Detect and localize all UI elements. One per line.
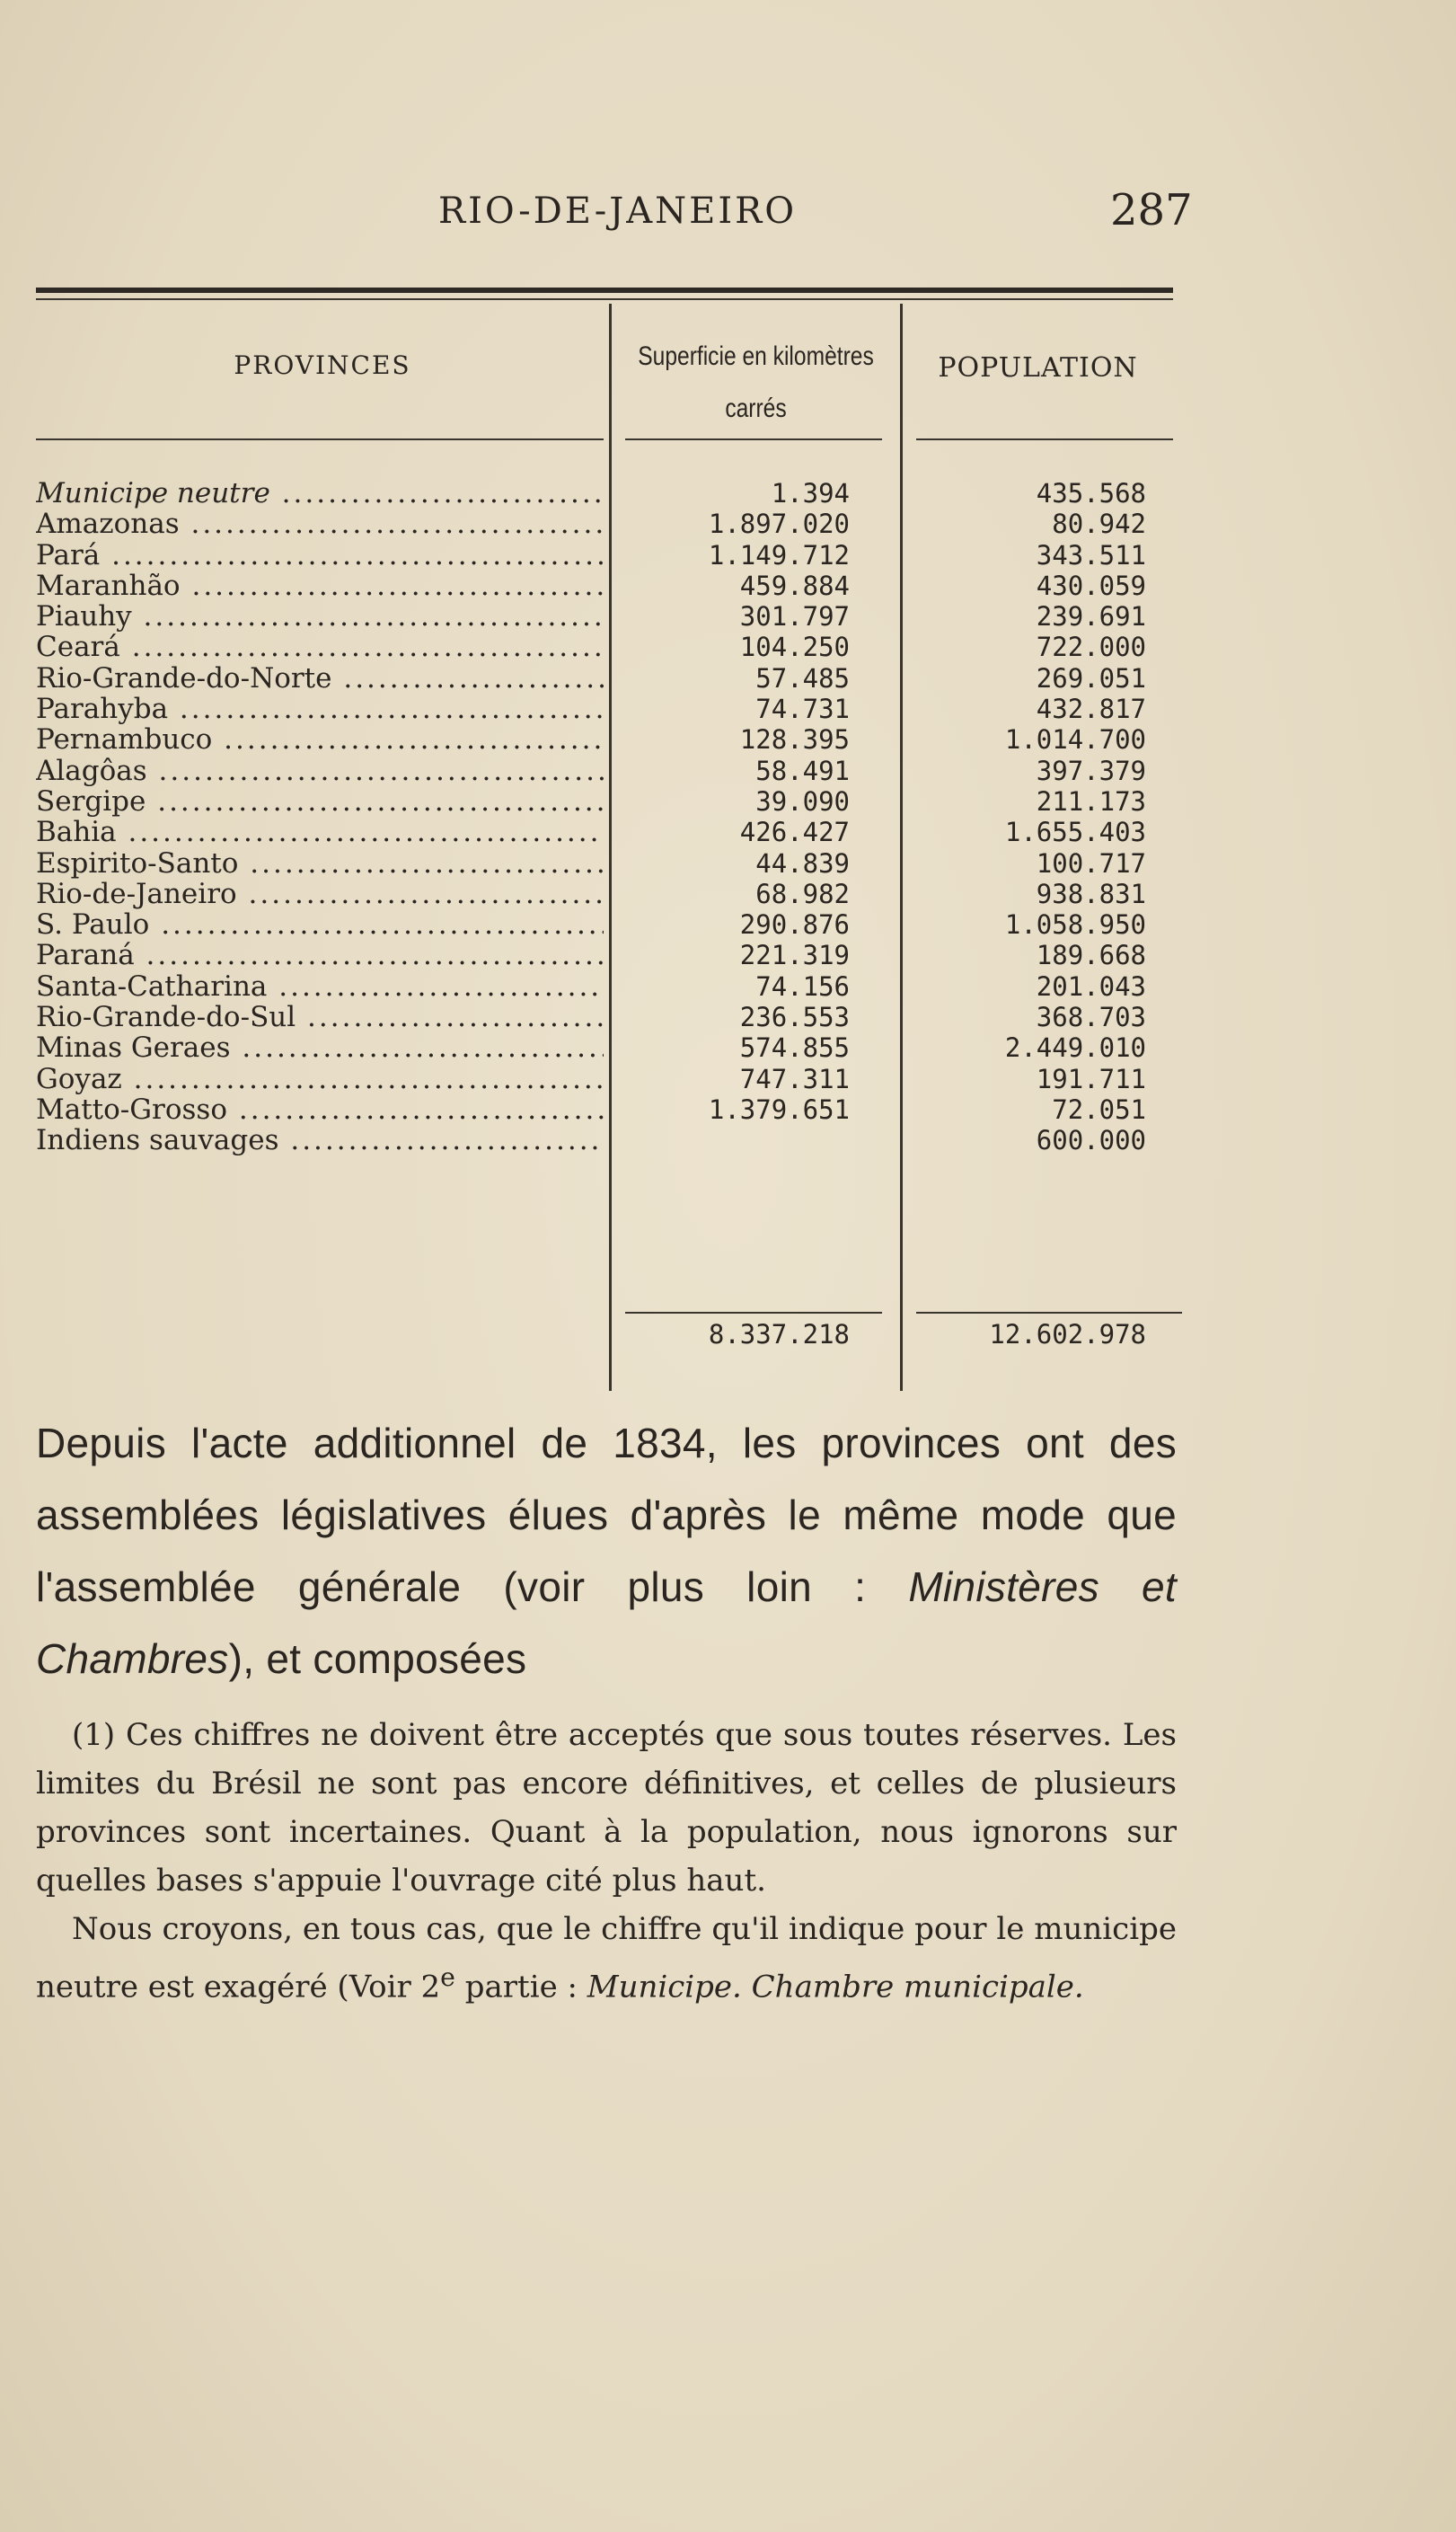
province-area: 747.311: [739, 1063, 850, 1094]
province-population: 1.655.403: [1004, 817, 1146, 848]
column-header-area: [638, 331, 874, 435]
province-name-text: Piauhy: [36, 601, 132, 633]
body-text-italic: Ministères et Chambres: [36, 1563, 1177, 1682]
province-name-text: Rio-Grande-do-Norte: [36, 662, 332, 694]
column-header-area-line2: carrés: [725, 394, 787, 423]
province-population: 100.717: [1036, 847, 1146, 879]
province-name-text: Ceará: [36, 632, 120, 663]
table-row: [0, 1064, 1456, 1094]
province-name: [36, 940, 604, 970]
table-row: [0, 478, 1456, 509]
province-area: 1.379.651: [708, 1093, 850, 1125]
province-name: [36, 694, 604, 724]
province-name-text: Amazonas: [36, 509, 180, 540]
province-area: 290.876: [739, 909, 850, 941]
table-row: [0, 848, 1456, 879]
footnote-text-a: Nous croyons, en tous cas, que le chiffre qu'il indique pour le municipe neutre est exagéré (Voir 2: [36, 1911, 1177, 2005]
province-area: 74.156: [755, 970, 850, 1002]
footnote-paragraph-2: [36, 1905, 1177, 2011]
table-row: [0, 540, 1456, 571]
province-population: 397.379: [1036, 755, 1146, 786]
table-row: [0, 971, 1456, 1002]
sum-rule: [916, 1312, 1182, 1314]
province-population: 239.691: [1036, 601, 1146, 633]
table-row: [0, 724, 1456, 755]
table-row: [0, 1002, 1456, 1032]
province-population: 211.173: [1036, 785, 1146, 817]
province-area: 574.855: [739, 1032, 850, 1064]
province-population: 201.043: [1036, 970, 1146, 1002]
total-population: 12.602.978: [989, 1319, 1146, 1350]
footnote-text-italic: Municipe. Chambre municipale.: [587, 1969, 1084, 2005]
header-rule: [625, 438, 882, 440]
province-population: 191.711: [1036, 1063, 1146, 1094]
province-area: 1.897.020: [708, 509, 850, 540]
province-name-text: Matto-Grosso: [36, 1093, 228, 1125]
province-population: 343.511: [1036, 539, 1146, 571]
column-header-area-line1: Superficie en kilomètres: [638, 341, 874, 371]
table-row: [0, 663, 1456, 694]
table-row: [0, 756, 1456, 786]
province-name: [36, 1032, 604, 1063]
province-population: 189.668: [1036, 940, 1146, 971]
footnote: [36, 1711, 1177, 2011]
province-area: 44.839: [755, 847, 850, 879]
body-text-a: Depuis l'acte additionnel de 1834, les provinces ont des assemblées législatives élues d'après le même mode que l'assemblée générale (voir plus loin :: [36, 1420, 1177, 1610]
total-area: 8.337.218: [708, 1319, 850, 1350]
province-name: [36, 817, 604, 847]
table-top-rule: [36, 288, 1173, 293]
province-name: [36, 478, 604, 509]
province-area: 236.553: [739, 1002, 850, 1033]
province-area: 221.319: [739, 940, 850, 971]
province-name-text: Santa-Catharina: [36, 970, 268, 1002]
province-table-body: [0, 478, 1456, 1156]
province-area: 1.394: [771, 478, 850, 509]
footnote-text-b: partie :: [454, 1969, 587, 2005]
table-row: [0, 879, 1456, 909]
province-population: 80.942: [1052, 509, 1146, 540]
province-area: 1.149.712: [708, 539, 850, 571]
province-name-text: Indiens sauvages: [36, 1125, 279, 1156]
table-row: [0, 1094, 1456, 1125]
province-name: [36, 909, 604, 940]
sum-rule: [625, 1312, 882, 1314]
column-header-provinces: PROVINCES: [234, 350, 411, 380]
province-population: 368.703: [1036, 1002, 1146, 1033]
column-header-population: POPULATION: [938, 352, 1138, 384]
province-name-text: Espirito-Santo: [36, 847, 239, 879]
province-name-text: Rio-de-Janeiro: [36, 878, 237, 909]
province-area: 104.250: [739, 632, 850, 663]
header-rule: [916, 438, 1173, 440]
province-name: [36, 756, 604, 786]
province-name-text: Alagôas: [36, 755, 147, 786]
province-name: [36, 1094, 604, 1125]
province-name: [36, 879, 604, 909]
province-name-text: Maranhão: [36, 570, 181, 601]
province-name-text: Parahyba: [36, 694, 169, 725]
table-top-rule-thin: [36, 298, 1173, 300]
table-row: [0, 601, 1456, 632]
province-name: [36, 601, 604, 632]
province-population: 2.449.010: [1004, 1032, 1146, 1064]
table-row: [0, 509, 1456, 539]
province-population: 72.051: [1052, 1093, 1146, 1125]
table-row: [0, 909, 1456, 940]
province-population: 432.817: [1036, 694, 1146, 725]
province-area: 128.395: [739, 724, 850, 756]
province-name: [36, 848, 604, 879]
province-name: [36, 971, 604, 1002]
province-area: 68.982: [755, 878, 850, 909]
province-area: 58.491: [755, 755, 850, 786]
table-row: [0, 571, 1456, 601]
province-name-text: Paraná: [36, 940, 135, 971]
province-area: 74.731: [755, 694, 850, 725]
province-name-text: Bahia: [36, 817, 117, 848]
province-name: [36, 786, 604, 817]
province-name-text: Minas Geraes: [36, 1032, 231, 1064]
table-row: [0, 817, 1456, 847]
footnote-paragraph-1: (1) Ces chiffres ne doivent être acceptés que sous toutes réserves. Les limites du Brésil ne sont pas encore définitives, et celles de plusieurs provinces sont incertaines. Quant à la population, nous ignorons sur quelles bases s'appuie l'ouvrage cité plus haut.: [36, 1717, 1177, 1899]
footnote-superscript: e: [440, 1962, 455, 1992]
province-population: 435.568: [1036, 478, 1146, 509]
table-row: [0, 694, 1456, 724]
province-name-text: Rio-Grande-do-Sul: [36, 1002, 296, 1033]
province-name-text: Pernambuco: [36, 724, 213, 756]
province-area: 426.427: [739, 817, 850, 848]
province-name-text: Goyaz: [36, 1063, 122, 1094]
province-area: 459.884: [739, 570, 850, 601]
province-population: 1.058.950: [1004, 909, 1146, 941]
province-name: [36, 571, 604, 601]
table-row: [0, 786, 1456, 817]
province-population: 722.000: [1036, 632, 1146, 663]
province-name: [36, 632, 604, 662]
province-name-text: Municipe neutre: [36, 478, 270, 509]
province-population: 1.014.700: [1004, 724, 1146, 756]
province-name: [36, 724, 604, 755]
province-name-text: Sergipe: [36, 785, 146, 817]
table-row: [0, 1032, 1456, 1063]
table-row: [0, 940, 1456, 970]
province-population: 430.059: [1036, 570, 1146, 601]
province-name: [36, 663, 604, 694]
province-name: [36, 1002, 604, 1032]
province-area: 301.797: [739, 601, 850, 633]
province-area: 39.090: [755, 785, 850, 817]
body-text-b: ), et composées: [228, 1635, 527, 1682]
province-name-text: Pará: [36, 539, 101, 571]
province-population: 600.000: [1036, 1125, 1146, 1156]
province-population: 269.051: [1036, 662, 1146, 694]
province-name: [36, 509, 604, 539]
province-population: 938.831: [1036, 878, 1146, 909]
table-row: [0, 1125, 1456, 1155]
province-name: [36, 1125, 604, 1155]
province-name: [36, 1064, 604, 1094]
table-row: [0, 632, 1456, 662]
province-name: [36, 540, 604, 571]
province-area: 57.485: [755, 662, 850, 694]
body-paragraph: [36, 1407, 1177, 1695]
header-rule: [36, 438, 604, 440]
province-name-text: S. Paulo: [36, 909, 150, 941]
page-number: 287: [1110, 185, 1193, 235]
running-title: RIO-DE-JANEIRO: [438, 190, 798, 232]
